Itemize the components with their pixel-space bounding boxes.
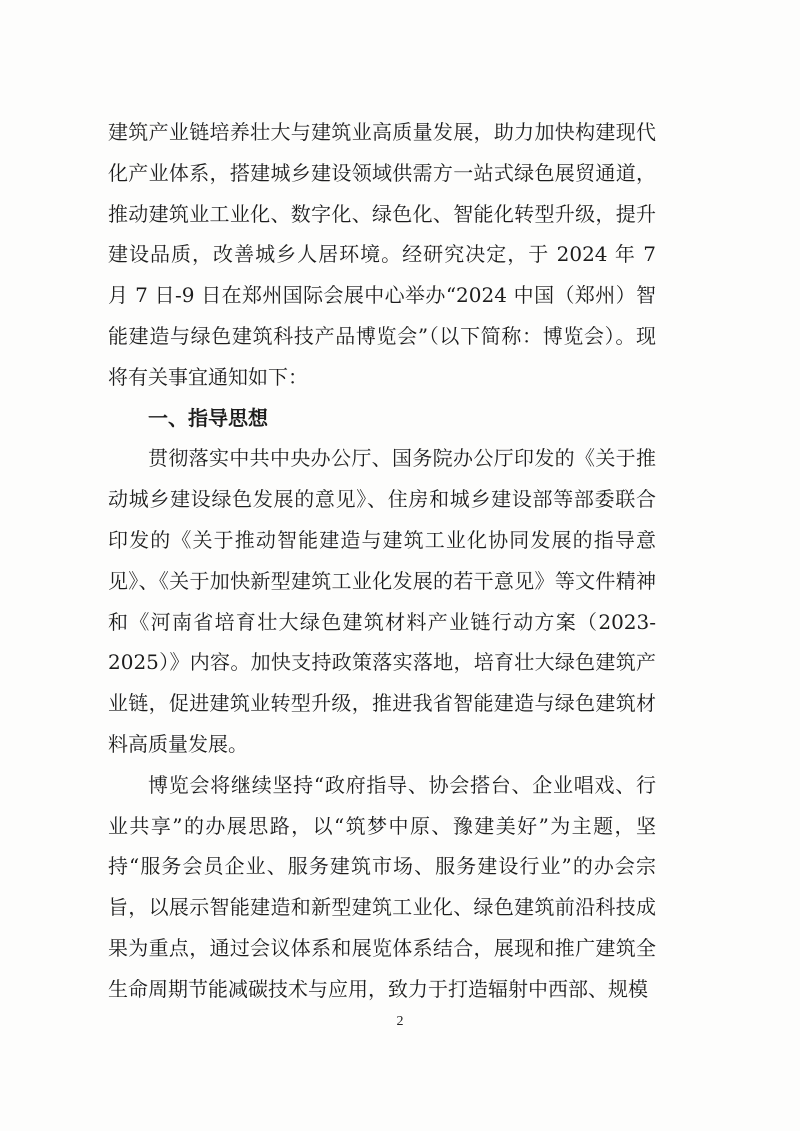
section-heading-guiding-thought: 一、指导思想 xyxy=(148,405,268,430)
page-number: 2 xyxy=(396,1014,404,1029)
paragraph-guiding-thought: 贯彻落实中共中央办公厅、国务院办公厅印发的《关于推动城乡建设绿色发展的意见》、住房和城乡建设部等部委联合印发的《关于推动智能建造与建筑工业化协同发展的指导意见》、《关于加快新型建筑工业化发展的若干意见》等文件精神和《河南省培育壮大绿色建筑材料产业链行动方案（2023-2025）》内容。加快支持政策落实落地，培育壮大绿色建筑产业链，促进建筑业转型升级，推进我省智能建造与绿色建筑材料高质量发展。 xyxy=(108,446,656,756)
paragraph-expo-concept: 博览会将继续坚持“政府指导、协会搭台、企业唱戏、行业共享”的办展思路，以“筑梦中原、豫建美好”为主题，坚持“服务会员企业、服务建筑市场、服务建设行业”的办会宗旨，以展示智能建造和新型建筑工业化、绿色建筑前沿科技成果为重点，通过会议体系和展览体系结合，展现和推广建筑全生命周期节能减碳技术与应用，致力于打造辐射中西部、规模 xyxy=(108,772,656,1001)
paragraph-intro: 建筑产业链培养壮大与建筑业高质量发展，助力加快构建现代化产业体系，搭建城乡建设领域供需方一站式绿色展贸通道，推动建筑业工业化、数字化、绿色化、智能化转型升级，提升建设品质，改善城乡人居环境。经研究决定，于 2024 年 7 月 7 日-9 日在郑州国际会展中心举办“2024 中国（郑州）智能建造与绿色建筑科技产品博览会”（以下简称：博览会）。现将有关事宜通知如下： xyxy=(108,120,656,389)
document-body xyxy=(108,112,656,1010)
